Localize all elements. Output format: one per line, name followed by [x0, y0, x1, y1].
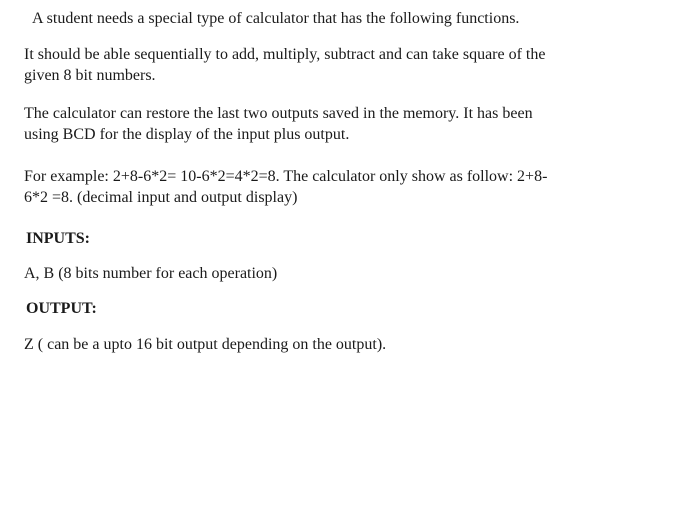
functions-paragraph [24, 44, 545, 86]
output-paragraph: Z ( can be a upto 16 bit output depending on the output). [24, 336, 387, 353]
example-paragraph [24, 166, 547, 208]
inputs-paragraph: A, B (8 bits number for each operation) [24, 265, 278, 282]
intro-line: A student needs a special type of calculator that has the following functions. [32, 10, 520, 27]
functions-line-1: It should be able sequentially to add, multiply, subtract and can take square of the [24, 46, 546, 63]
example-line-1: For example: 2+8-6*2= 10-6*2=4*2=8. The calculator only show as follow: 2+8- [24, 168, 548, 185]
memory-line-2: using BCD for the display of the input plus output. [24, 126, 350, 143]
example-line-2: 6*2 =8. (decimal input and output display) [24, 189, 298, 206]
output-heading: OUTPUT: [26, 300, 97, 317]
inputs-heading: INPUTS: [26, 230, 91, 247]
memory-line-1: The calculator can restore the last two outputs saved in the memory. It has been [24, 105, 533, 122]
functions-line-2: given 8 bit numbers. [24, 67, 156, 84]
intro-paragraph [24, 8, 519, 29]
memory-paragraph [24, 103, 533, 145]
